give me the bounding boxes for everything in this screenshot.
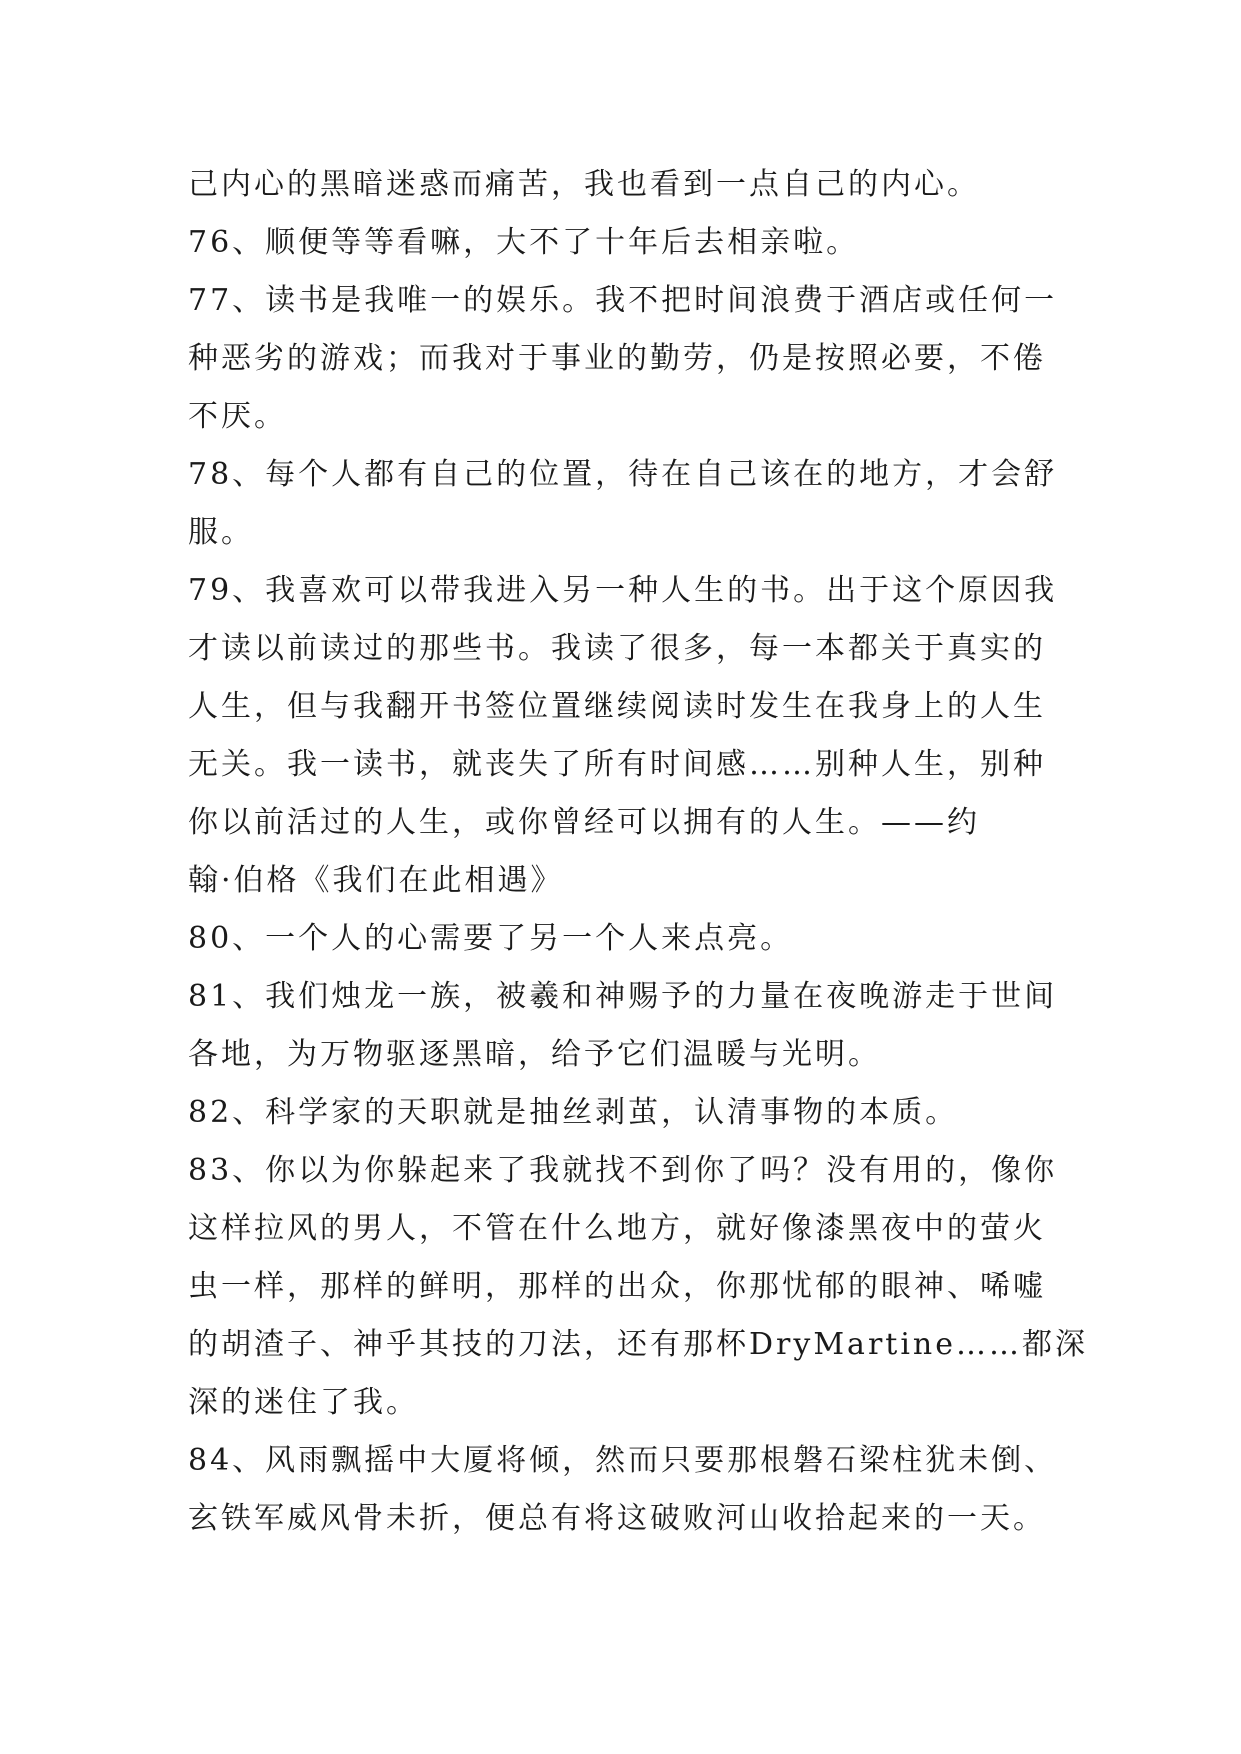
text-line: 不厌。 — [188, 399, 287, 434]
text-line: 77、读书是我唯一的娱乐。我不把时间浪费于酒店或任何一 — [188, 283, 1058, 318]
text-line: 玄铁军威风骨未折，便总有将这破败河山收拾起来的一天。 — [188, 1501, 1046, 1536]
text-line: 81、我们烛龙一族，被羲和神赐予的力量在夜晚游走于世间 — [188, 979, 1058, 1014]
text-line: 这样拉风的男人，不管在什么地方，就好像漆黑夜中的萤火 — [188, 1211, 1046, 1246]
text-line: 虫一样，那样的鲜明，那样的出众，你那忧郁的眼神、唏嘘 — [188, 1269, 1046, 1304]
text-line: 82、科学家的天职就是抽丝剥茧，认清事物的本质。 — [188, 1095, 959, 1130]
text-line: 83、你以为你躲起来了我就找不到你了吗？没有用的，像你 — [188, 1153, 1058, 1188]
text-line: 深的迷住了我。 — [188, 1385, 419, 1420]
text-line: 你以前活过的人生，或你曾经可以拥有的人生。——约 — [188, 805, 980, 840]
text-line: 79、我喜欢可以带我进入另一种人生的书。出于这个原因我 — [188, 573, 1058, 608]
text-line: 84、风雨飘摇中大厦将倾，然而只要那根磐石梁柱犹未倒、 — [188, 1443, 1058, 1478]
text-line: 76、顺便等等看嘛，大不了十年后去相亲啦。 — [188, 225, 860, 260]
text-line: 人生，但与我翻开书签位置继续阅读时发生在我身上的人生 — [188, 689, 1046, 724]
text-line: 78、每个人都有自己的位置，待在自己该在的地方，才会舒 — [188, 457, 1058, 492]
text-line: 80、一个人的心需要了另一个人来点亮。 — [188, 921, 794, 956]
text-line: 无关。我一读书，就丧失了所有时间感……别种人生，别种 — [188, 747, 1046, 782]
text-line: 各地，为万物驱逐黑暗，给予它们温暖与光明。 — [188, 1037, 881, 1072]
text-line: 己内心的黑暗迷惑而痛苦，我也看到一点自己的内心。 — [188, 167, 980, 202]
text-line: 翰·伯格《我们在此相遇》 — [188, 863, 564, 898]
text-line: 服。 — [188, 515, 254, 550]
text-line: 的胡渣子、神乎其技的刀法，还有那杯DryMartine……都深 — [188, 1327, 1089, 1362]
text-line: 种恶劣的游戏；而我对于事业的勤劳，仍是按照必要，不倦 — [188, 341, 1046, 376]
body-text — [188, 156, 1088, 1548]
text-line: 才读以前读过的那些书。我读了很多，每一本都关于真实的 — [188, 631, 1046, 666]
